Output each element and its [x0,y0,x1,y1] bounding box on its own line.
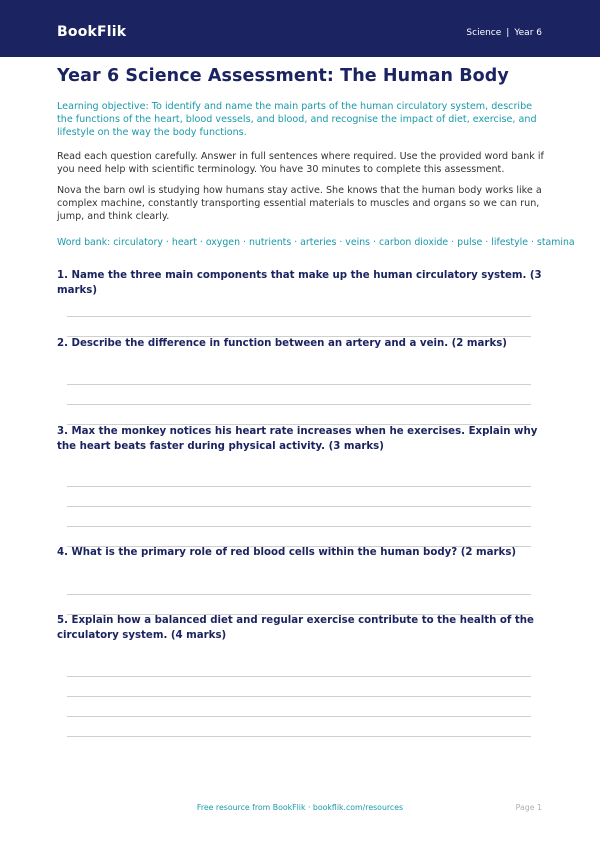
question-2: 2. Describe the difference in function between an artery and a vein. (2 marks) [57,338,507,349]
answer-line[interactable] [67,736,531,737]
page-title: Year 6 Science Assessment: The Human Body [57,66,509,86]
question-3: 3. Max the monkey notices his heart rate increases when he exercises. Explain why the heart beats faster during physical activity. (3 marks) [57,426,538,452]
answer-line[interactable] [67,594,531,595]
answer-line[interactable] [67,716,531,717]
header-bar [0,0,600,57]
answer-line[interactable] [67,486,531,487]
brand-logo: BookFlik [57,24,127,40]
footer-credit: Free resource from BookFlik · bookflik.com/resources [196,803,404,812]
question-5: 5. Explain how a balanced diet and regular exercise contribute to the health of the circulatory system. (4 marks) [57,615,534,641]
word-bank: Word bank: circulatory · heart · oxygen · nutrients · arteries · veins · carbon dioxide · pulse · lifestyle · stamina [57,237,575,248]
answer-line[interactable] [67,384,531,385]
learning-objective: Learning objective: To identify and name the main parts of the human circulatory system, describe the functions of the heart, blood vessels, and blood, and recognise the impact of diet, exercise, and lifestyle on the way the body functions. [57,101,537,139]
answer-line[interactable] [67,316,531,317]
answer-line[interactable] [67,404,531,405]
answer-line[interactable] [67,696,531,697]
answer-line[interactable] [67,526,531,527]
answer-line[interactable] [67,506,531,507]
question-1: 1. Name the three main components that make up the human circulatory system. (3 marks) [57,270,542,296]
year-label: Year 6 [514,28,542,38]
header-separator: | [506,28,510,38]
header-meta [466,28,542,38]
subject-label: Science [466,28,502,38]
instructions-text: Read each question carefully. Answer in full sentences where required. Use the provided word bank if you need help with scientific terminology. You have 30 minutes to complete this assessment. [57,151,544,176]
intro-text: Nova the barn owl is studying how humans stay active. She knows that the human body works like a complex machine, constantly transporting essential materials to muscles and organs so we can run, jump, and think clearly. [57,185,542,223]
page-number: Page 1 [515,803,542,812]
answer-line[interactable] [67,676,531,677]
question-4: 4. What is the primary role of red blood cells within the human body? (2 marks) [57,547,517,558]
